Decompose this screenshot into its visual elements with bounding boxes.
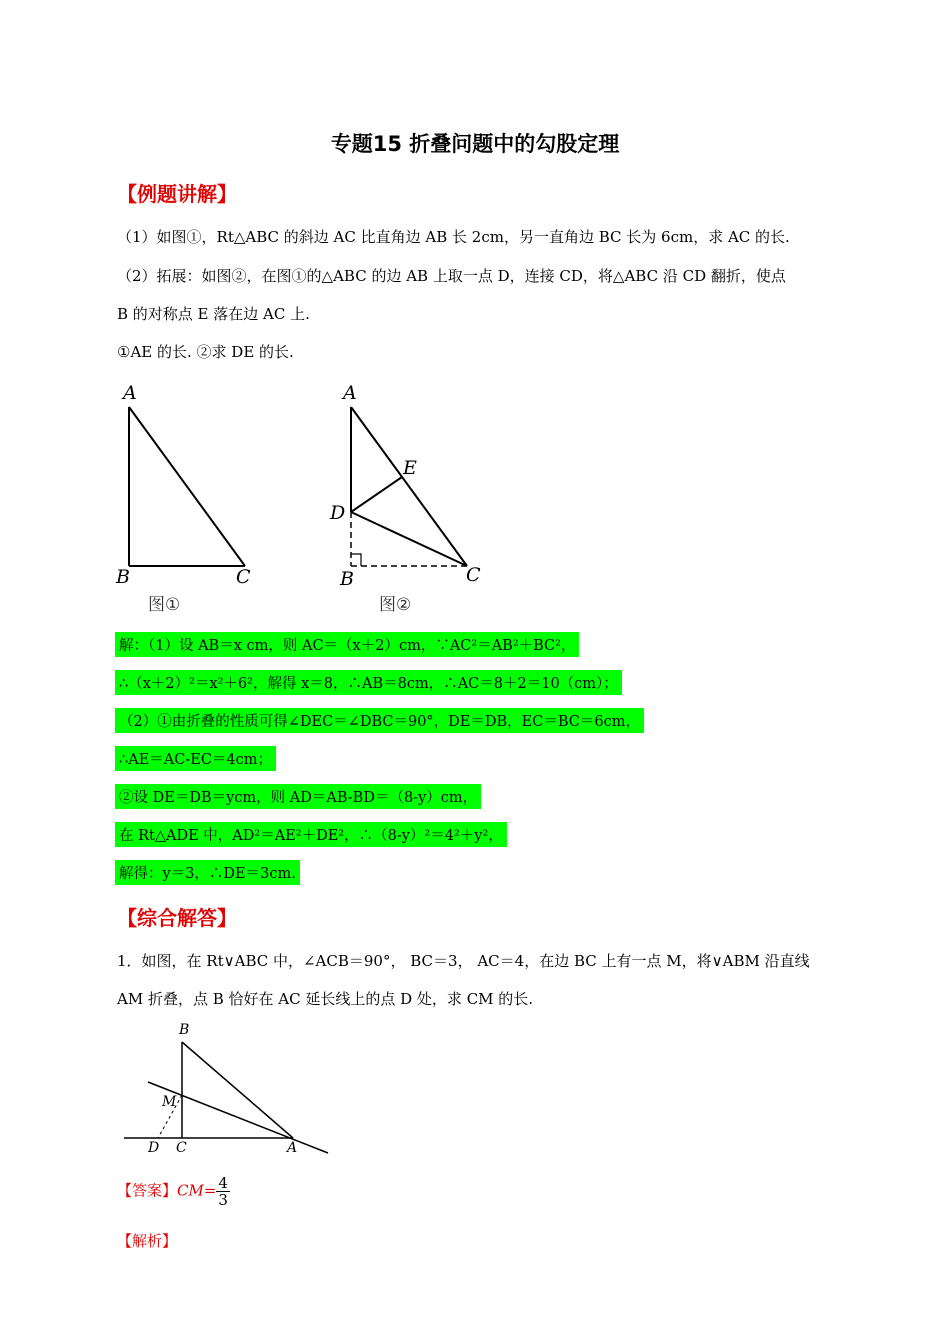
fig2-label-a: A: [343, 382, 357, 404]
analysis-label: 【解析】: [117, 1232, 178, 1250]
fig3-label-c: C: [176, 1140, 187, 1156]
answer-label: 【答案】: [117, 1181, 178, 1200]
fig3-label-d: D: [148, 1140, 160, 1156]
edge-de: [351, 477, 402, 512]
fig2-caption: 图②: [379, 595, 412, 615]
fig2-label-e: E: [403, 457, 417, 479]
problem-line-1: （1）如图①，Rt△ABC 的斜边 AC 比直角边 AB 长 2cm，另一直角边 BC 长为 6cm，求 AC 的长.: [117, 228, 790, 246]
right-angle-mark: [351, 554, 361, 566]
fig3-label-b: B: [179, 1022, 190, 1038]
fraction-denominator: 3: [218, 1191, 228, 1209]
fig2-label-d: D: [330, 502, 346, 524]
solution-line-2: ∴（x＋2）²＝x²＋6²，解得 x＝8，∴AB＝8cm，∴AC＝8＋2＝10（cm）；: [115, 670, 622, 695]
section-heading-comprehensive: 【综合解答】: [117, 906, 237, 930]
problem-line-3: B 的对称点 E 落在边 AC 上.: [117, 305, 310, 323]
edge-dc: [351, 512, 467, 566]
answer-fraction: [216, 1175, 230, 1208]
problem-line-2: （2）拓展：如图②，在图①的△ABC 的边 AB 上取一点 D，连接 CD，将△ABC 沿 CD 翻折，使点: [117, 267, 786, 285]
problem-line-4: ①AE 的长. ②求 DE 的长.: [117, 343, 294, 361]
solution-line-7: 解得：y＝3，∴DE＝3cm.: [115, 860, 300, 885]
page-title: 专题15 折叠问题中的勾股定理: [330, 132, 620, 156]
fig3-label-m: M: [162, 1094, 177, 1110]
question-1-line-2: AM 折叠，点 B 恰好在 AC 延长线上的点 D 处，求 CM 的长.: [117, 990, 534, 1008]
solution-line-5: ②设 DE＝DB＝ycm，则 AD＝AB-BD＝（8-y）cm，: [115, 784, 481, 809]
fig1-label-b: B: [116, 566, 130, 588]
question-1-line-1: 1．如图，在 Rt∨ABC 中，∠ACB＝90°， BC＝3， AC＝4，在边 BC 上有一点 M，将∨ABM 沿直线: [117, 952, 810, 970]
answer-row: [117, 1175, 230, 1208]
answer-expression: CM=: [177, 1181, 217, 1200]
solution-line-6: 在 Rt△ADE 中，AD²＝AE²＋DE²，∴（8-y）²＝4²＋y²，: [115, 822, 507, 847]
solution-line-3: （2）①由折叠的性质可得∠DEC＝∠DBC＝90°，DE＝DB，EC＝BC＝6cm，: [115, 708, 644, 733]
fraction-numerator: 4: [218, 1174, 228, 1192]
fig1-label-a: A: [123, 382, 137, 404]
figure-1-triangle: [110, 380, 280, 615]
fig1-caption: 图①: [148, 595, 181, 615]
section-heading-examples: 【例题讲解】: [117, 182, 237, 206]
solution-line-4: ∴AE＝AC-EC＝4cm；: [115, 746, 276, 771]
solution-line-1: 解：（1）设 AB＝x cm，则 AC＝（x＋2）cm，∵AC²＝AB²＋BC²，: [115, 632, 579, 657]
edge-ac: [129, 407, 245, 566]
fig3-label-a: A: [287, 1140, 298, 1156]
fig2-label-b: B: [340, 568, 354, 590]
figure-3-fold-diagram: [118, 1020, 338, 1160]
fig2-label-c: C: [466, 564, 481, 586]
edge-ac: [351, 407, 467, 566]
fig1-label-c: C: [236, 566, 251, 588]
edge-ba: [182, 1042, 293, 1138]
line-am: [148, 1082, 328, 1153]
